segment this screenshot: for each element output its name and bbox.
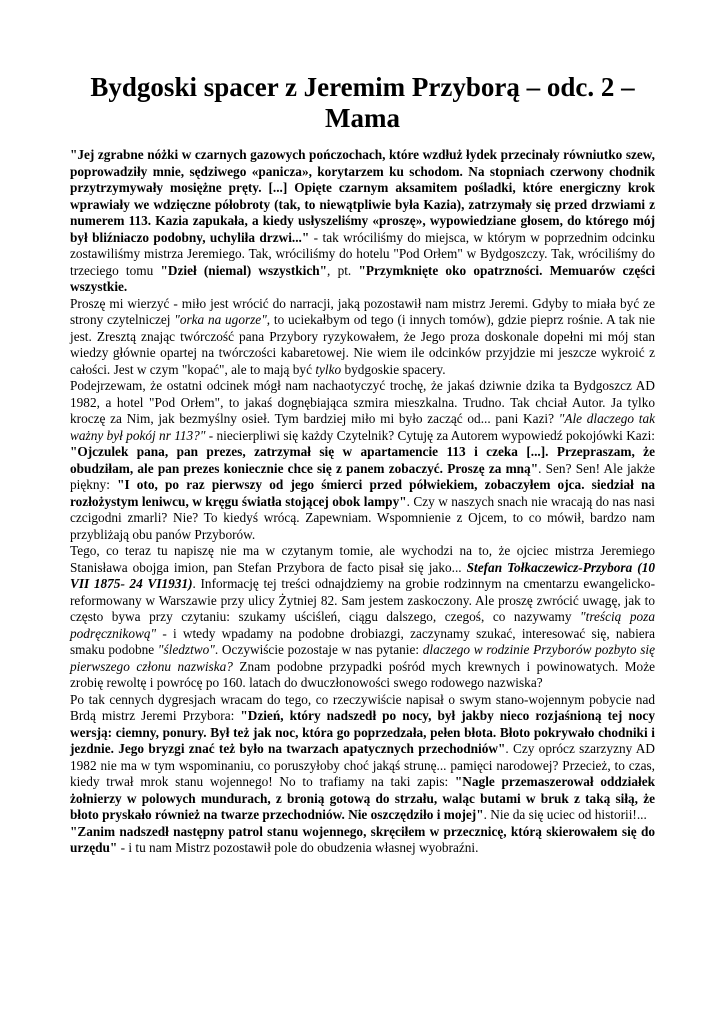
- text-run: "Przymknięte oko opatrzności. Memuarów części wszystkie.: [70, 262, 656, 294]
- text-run: "treścią poza podręcznikową": [70, 609, 655, 641]
- text-run: tylko: [315, 361, 342, 377]
- text-run: "śledztwo": [157, 642, 215, 657]
- page-title: Bydgoski spacer z Jeremim Przyborą – odc. 2 – Mama: [90, 72, 635, 133]
- text-run: "Jej zgrabne nóżki w czarnych gazowych pończochach, które wzdłuż łydek przecinały równiutko szew, poprowadziły mnie, sędziwego «panicza», korytarzem ku schodom. Na stopniach czerwony chodnik przytrzymywały mosiężne pręty. [...] Opięte czarnym aksamitem pośladki, które energiczny krok wprawiały we wdzięczne półobroty (tak, to niewątpliwie była Kazia), zatrzymały się przed drzwiami z numerem 113. Kazia zapukała, a kiedy usłyszeliśmy «proszę», wypowiedziane głosem, do którego mój był bliźniaczo podobny, uchyliła drzwi...": [70, 147, 655, 245]
- text-run: , pt.: [327, 262, 359, 278]
- paragraph: [70, 147, 655, 296]
- text-run: . Informację tej treści odnajdziemy na grobie rodzinnym na cmentarzu ewangelicko-reformowany w Warszawie przy ulicy Żytniej 82. Sam jestem zaskoczony. Ale proszę zwrócić uwagę, jak to często bywa przy czytaniu: szukamy uściśleń, ciągu dalszego, czegoś, co nazywamy: [70, 576, 656, 624]
- paragraph: [70, 296, 655, 379]
- text-run: "Dzień, który nadszedł po nocy, był jakby nieco rozjaśnioną tej nocy wersją: ciemny, ponury. Był też jak noc, która go poprzedzała, pełen błota. Błoto pokrywało chodniki i jezdnie. Jego bryzgi znać też było na twarzach apatycznych przechodniów": [70, 708, 655, 756]
- paragraph: [70, 378, 655, 543]
- text-run: dlaczego w rodzinie Przyborów pozbyto się pierwszego członu nazwiska?: [70, 642, 655, 674]
- paragraph: [70, 543, 655, 692]
- text-run: - i tu nam Mistrz pozostawił pole do obudzenia własnej wyobraźni.: [117, 840, 479, 855]
- text-run: Znam podobne przypadki pośród mych krewnych i powinowatych. Może zrobię rewoltę i powrócę po 160. latach do dwuczłonowości swego rodowego nazwiska?: [70, 658, 655, 690]
- text-run: , to uciekałbym od tego (i innych tomów), gdzie pieprz rośnie. A tak nie jest. Zresztą znając twórczość pana Przybory ryzykowałem, że Jego proza doskonale dopełni mi mój stan wiedzy głównie opartej na twórczości kabaretowej. Nie wiem ile odcinków przyjdzie mi jeszcze wykroić z całości. Jest w czym "kopać", ale to mają być: [70, 312, 655, 377]
- text-run: "orka na ugorze": [174, 312, 267, 327]
- text-run: "Dzieł (niemal) wszystkich": [160, 262, 328, 278]
- article-body: [70, 147, 655, 857]
- text-run: - niecierpliwi się każdy Czytelnik? Cytuję za Autorem wypowiedź pokojówki Kazi:: [205, 427, 656, 443]
- text-run: Tego, co teraz tu napiszę nie ma w czytanym tomie, ale wychodzi na to, że ojciec mistrza Jeremiego Stanisława obojga imion, pan Stefan Przybora de facto pisał się jako...: [70, 543, 655, 575]
- text-run: . Nie da się uciec od historii!...: [483, 807, 647, 822]
- text-run: Po tak cennych dygresjach wracam do tego, co rzeczywiście napisał o swym stano-wojennym pobycie nad Brdą mistrz Jeremi Przybora:: [70, 691, 655, 723]
- text-run: - tak wróciliśmy do miejsca, w którym w poprzednim odcinku zostawiliśmy mistrza Jeremiego. Tak, wróciliśmy do hotelu "Pod Orłem" w Bydgoszczy. Tak, wróciliśmy do trzeciego tomu: [70, 229, 655, 278]
- text-run: "Zanim nadszedł następny patrol stanu wojennego, skręciłem w przecznicę, którą skierowałem się do urzędu": [70, 823, 655, 855]
- text-run: "Nagle przemaszerował oddziałek żołnierzy w polowych mundurach, z bronią gotową do strzału, waląc butami w bruk z taką siłą, że błoto pryskało również na twarze przechodniów. Nie oszczędziło i mojej": [70, 774, 655, 822]
- text-run: Stefan Tołkaczewicz-Przybora (10 VII 1875- 24 VI1931): [70, 559, 655, 591]
- text-run: . Czy w naszych snach nie wracają do nas nasi czcigodni zmarli? Nie? To kiedyś wrócą. Zapewniam. Wspomnienie z Ojcem, to co mówił, bardzo nam przybliżają obu panów Przyborów.: [70, 493, 655, 542]
- text-run: bydgoskie spacery.: [341, 361, 446, 377]
- text-run: Podejrzewam, że ostatni odcinek mógł nam nachaotyczyć trochę, że jakaś dziwnie dzika ta Bydgoszcz AD 1982, a hotel "Pod Orłem", to jakaś dognębiająca szmira mieszkalna. Trudno. Tak chciał Autor. Ja tylko kroczę za Nim, jak bezmyślny osieł. Tym bardziej miło mi było zacząć od... pani Kazi?: [70, 378, 655, 426]
- text-run: Proszę mi wierzyć - miło jest wrócić do narracji, jaką pozostawił nam mistrz Jeremi. Gdyby to miała być ze strony czytelniczej: [70, 295, 655, 327]
- text-run: "Ale dlaczego tak ważny był pokój nr 113?": [70, 411, 655, 443]
- text-run: . Oczywiście pozostaje w nas pytanie:: [214, 642, 423, 657]
- paragraph: [70, 824, 655, 857]
- text-run: . Sen? Sen! Ale jakże piękny:: [70, 460, 655, 492]
- text-run: "I oto, po raz pierwszy od jego śmierci przed półwiekiem, zobaczyłem ojca. siedział na rozłożystym leniwcu, w kręgu światła stojącej obok lampy": [70, 477, 655, 509]
- paragraph: [70, 692, 655, 824]
- text-run: "Ojczulek pana, pan prezes, zatrzymał się w apartamencie 113 i czeka [...]. Przepraszam, że obudziłam, ale pan prezes koniecznie chce się z panem zobaczyć. Proszę za mną": [70, 444, 655, 476]
- text-run: - i wtedy wpadamy na podobne drobiazgi, zaczynamy szukać, interesować się, nabiera smaku podobne: [70, 625, 655, 657]
- text-run: . Czy oprócz szarzyzny AD 1982 nie ma w tym wspominaniu, co poruszyłoby choć jakąś strunę... pamięci narodowej? Przecież, to czas, kiedy trwał mrok stanu wojennego! No to trafiamy na taki zapis:: [70, 741, 655, 789]
